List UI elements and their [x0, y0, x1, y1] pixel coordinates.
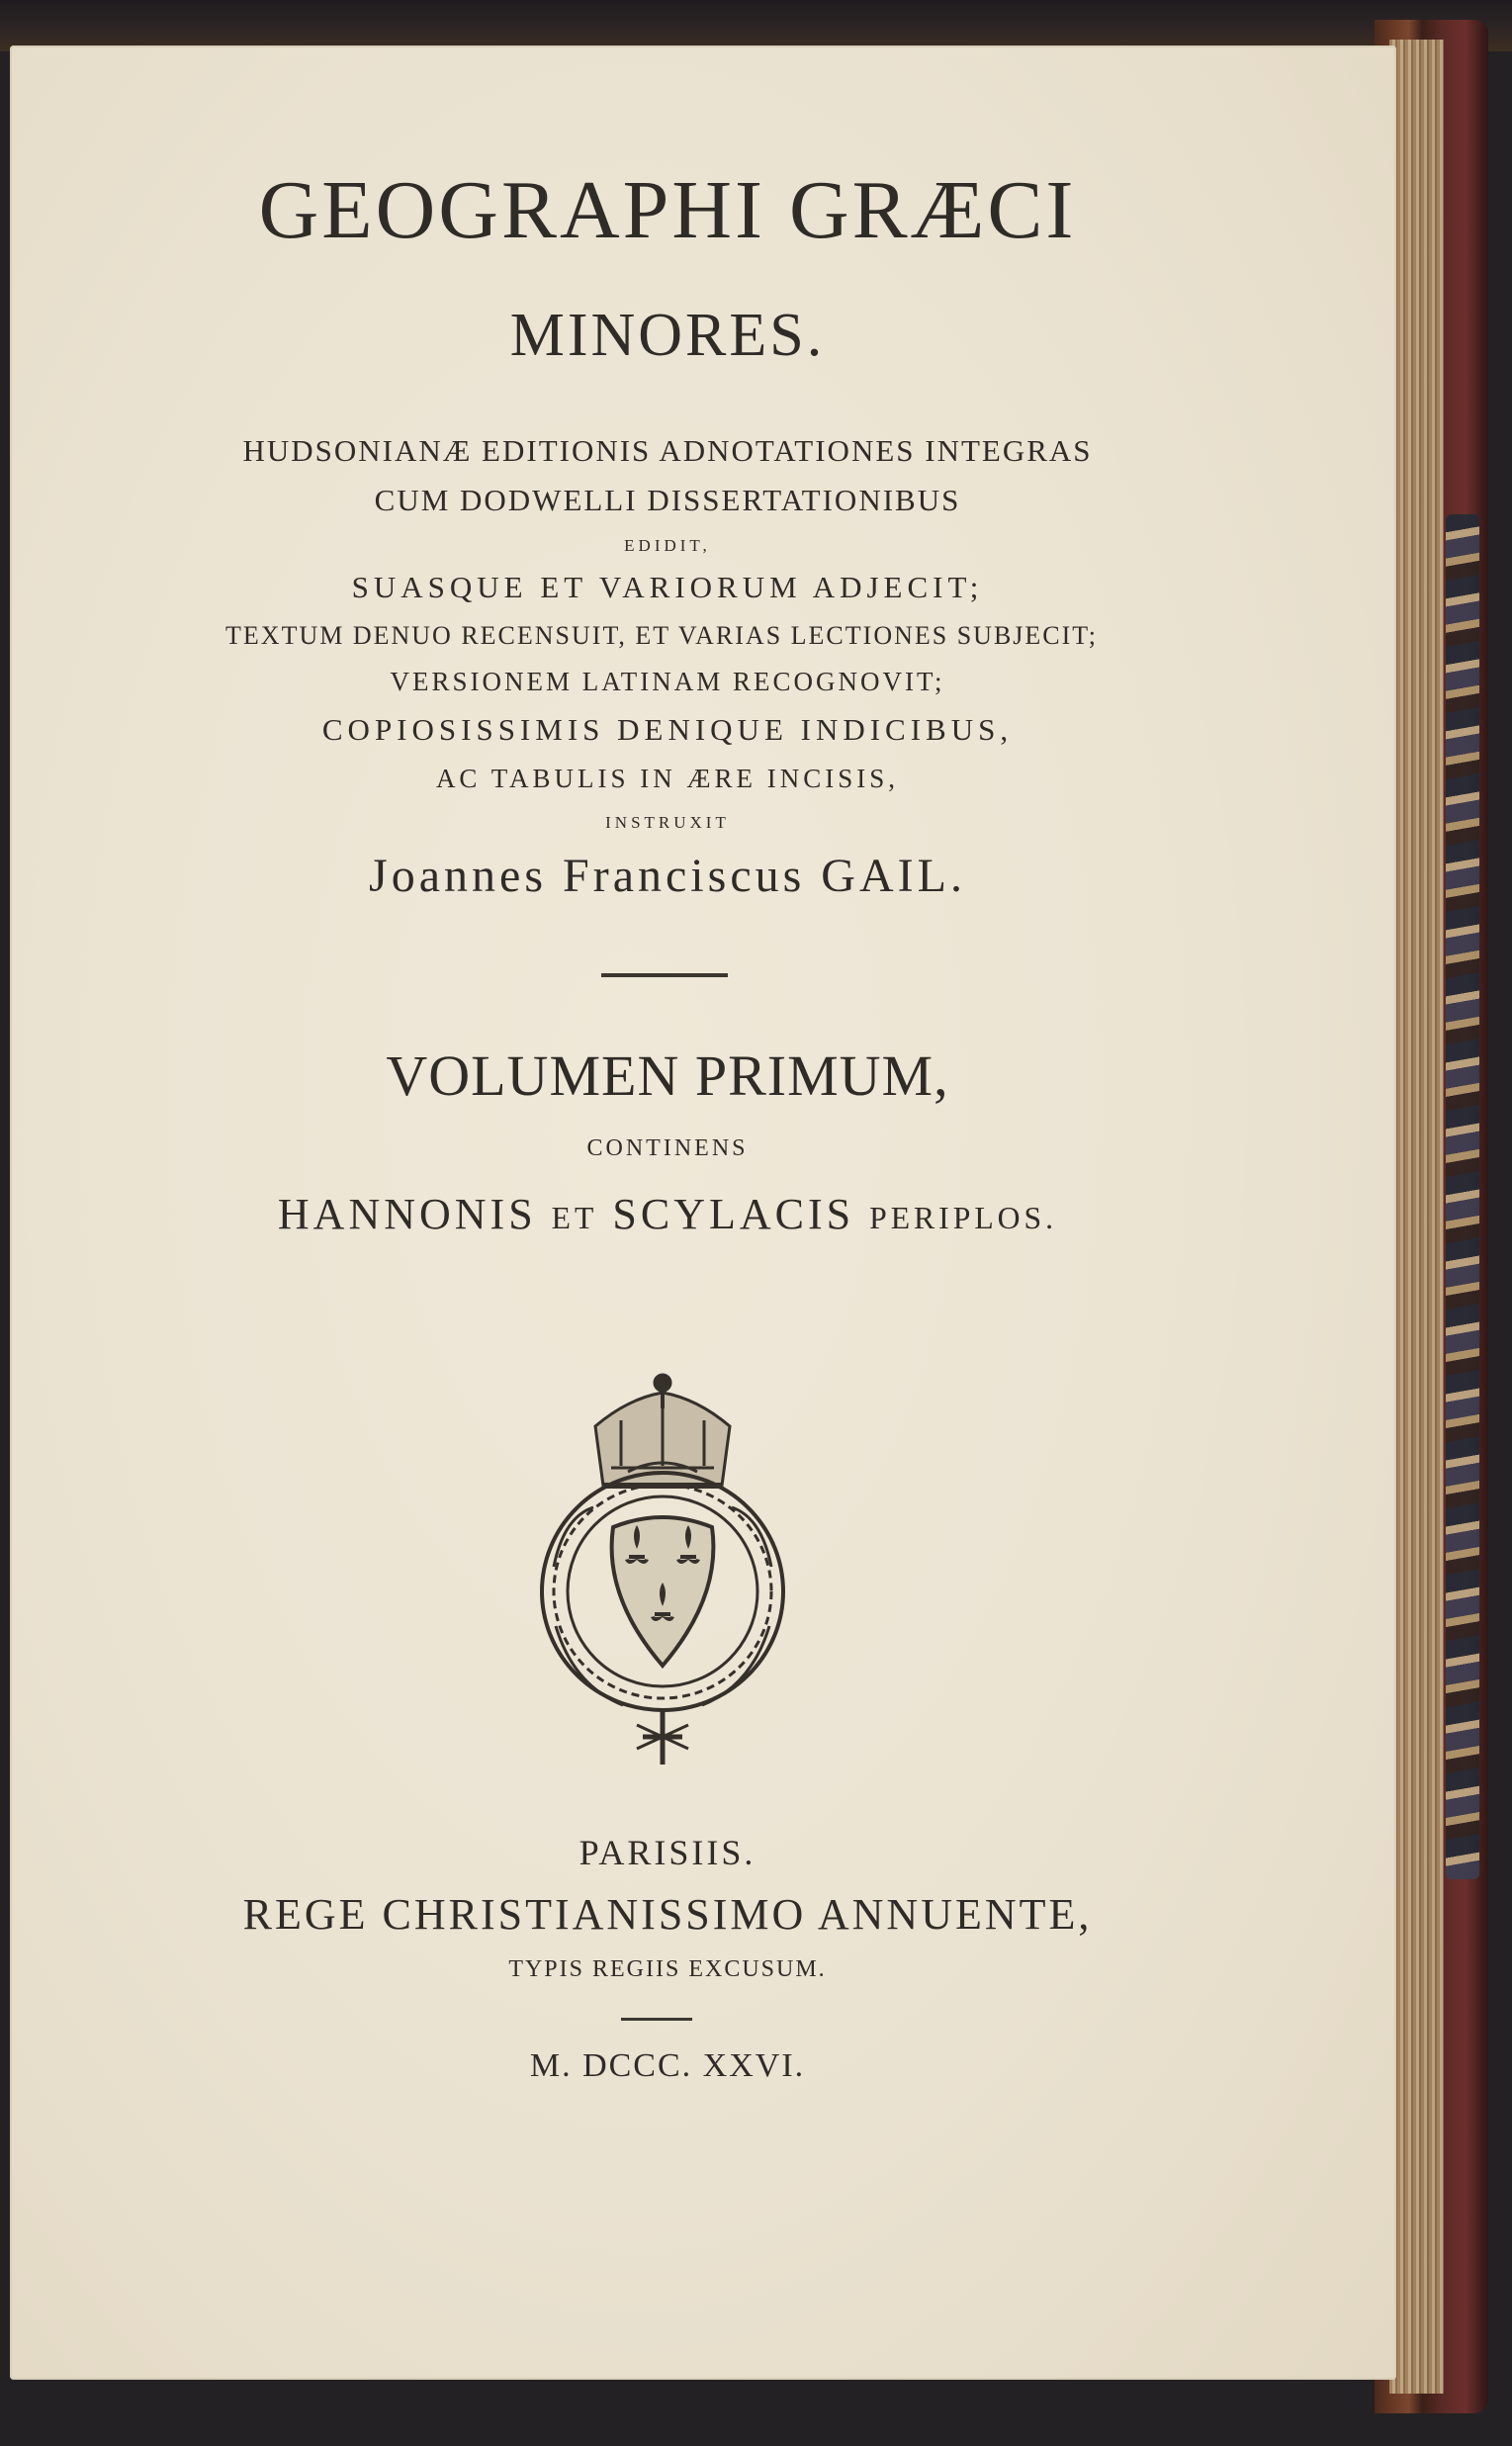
title-page [10, 45, 1396, 2380]
contents-periplos: PERIPLOS. [869, 1201, 1058, 1235]
printer-line: TYPIS REGIIS EXCUSUM. [508, 1956, 827, 1982]
contents-line [10, 1189, 1325, 1239]
contents-et: ET [551, 1201, 598, 1235]
subtitle-line-4: SUASQUE ET VARIORUM ADJECIT; [351, 570, 984, 604]
author-name: Joannes Franciscus GAIL. [369, 850, 966, 902]
divider-rule-1 [601, 973, 728, 977]
title-line-2: MINORES. [509, 302, 826, 369]
publication-date: M. DCCC. XXVI. [529, 2047, 806, 2084]
subtitle-line-1: HUDSONIANÆ EDITIONIS ADNOTATIONES INTEGRAS [242, 433, 1093, 468]
contents-scylacis: SCYLACIS [612, 1190, 855, 1238]
subtitle-line-5: TEXTUM DENUO RECENSUIT, ET VARIAS LECTIONES SUBJECIT; [225, 621, 1098, 650]
subtitle-line-9: INSTRUXIT [605, 813, 730, 832]
page-edges [1389, 40, 1444, 2394]
subtitle-line-8: AC TABULIS IN ÆRE INCISIS, [435, 764, 900, 793]
place-of-publication: PARISIIS. [578, 1833, 756, 1872]
marbled-edge [1446, 514, 1479, 1879]
subtitle-line-6: VERSIONEM LATINAM RECOGNOVIT; [390, 667, 945, 696]
volume-title: VOLUMEN PRIMUM, [386, 1043, 949, 1108]
book-top-edge [0, 0, 1512, 51]
subtitle-line-3: EDIDIT, [624, 536, 711, 555]
royal-arms-of-france-icon [534, 1369, 791, 1776]
subtitle-line-7: COPIOSISSIMIS DENIQUE INDICIBUS, [321, 712, 1014, 747]
divider-rule-2 [621, 2018, 692, 2021]
imprint-line: REGE CHRISTIANISSIMO ANNUENTE, [242, 1890, 1093, 1939]
continens-label: CONTINENS [586, 1135, 749, 1161]
title-line-1: GEOGRAPHI GRÆCI [258, 164, 1077, 256]
contents-hannonis: HANNONIS [277, 1190, 537, 1238]
subtitle-line-2: CUM DODWELLI DISSERTATIONIBUS [374, 483, 961, 517]
